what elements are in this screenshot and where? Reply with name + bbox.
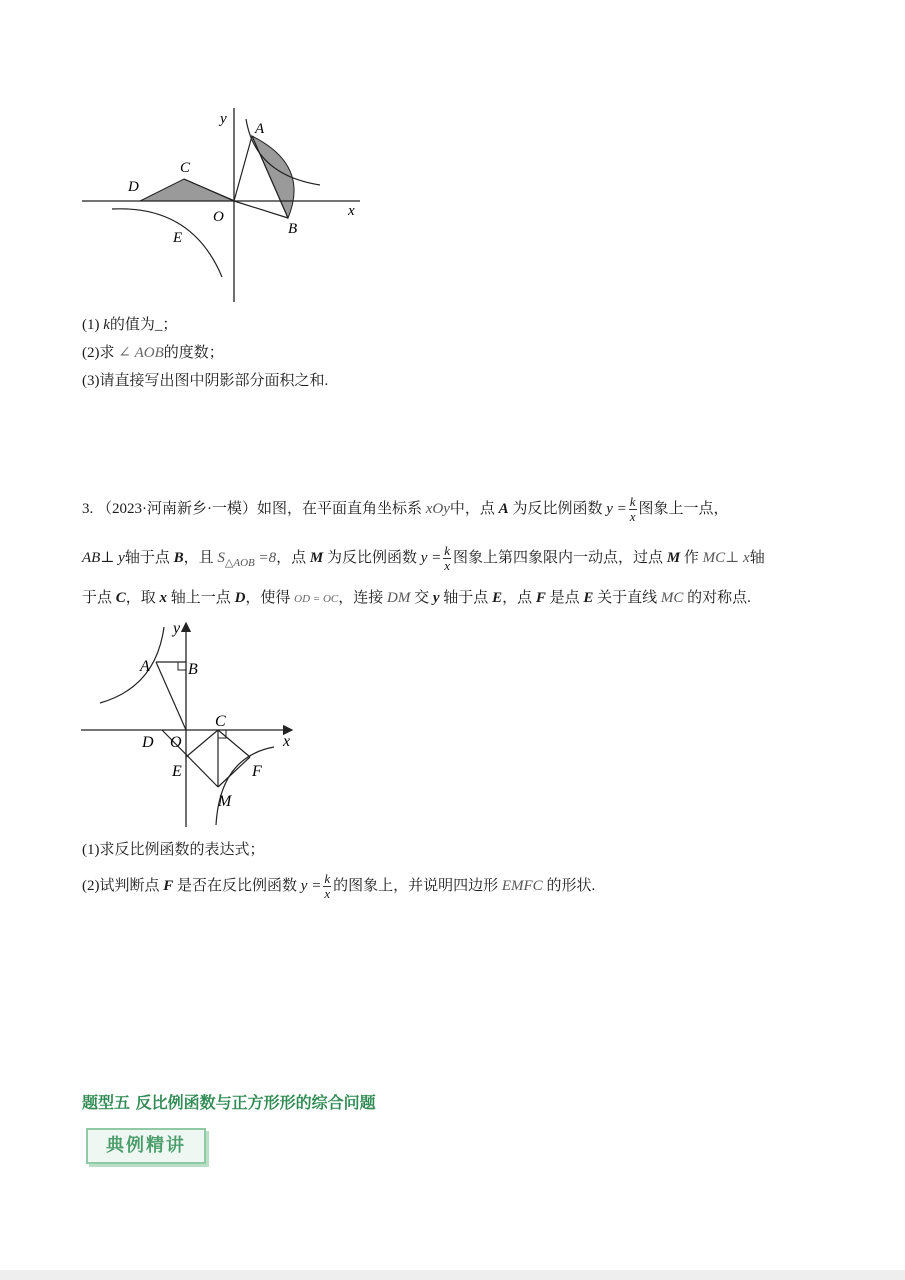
hyperbola-q3 xyxy=(112,209,222,277)
segment-ec xyxy=(186,730,218,757)
right-angle-b xyxy=(178,662,186,670)
label-y: y xyxy=(173,620,181,637)
figure-2-diagram xyxy=(78,615,300,830)
section-title: 题型五 反比例函数与正方形形的综合问题 xyxy=(82,1093,376,1112)
label-D: D xyxy=(128,179,139,195)
fraction-k-over-x: $\frac{k}{x}$ xyxy=(629,494,636,525)
hyperbola-q2 xyxy=(100,627,164,703)
label-y: y xyxy=(220,111,227,127)
label-F: F xyxy=(252,763,262,780)
label-C: C xyxy=(180,160,191,176)
label-x: x xyxy=(283,733,291,750)
q3-line2: AB⊥ y轴于点 B，且 $S_{\triangle AOB} =8$，点 M 为反比例函数 y = $\frac{k}{x}$ 图象上第四象限内一动点，过点 M 作 MC⊥ x轴 xyxy=(82,543,765,574)
example-badge: 典例精讲 xyxy=(86,1128,206,1164)
q3-line1: 3. （2023·河南新乡·一模）如图，在平面直角坐标系 xOy中，点 A 为反比例函数 y = $\frac{k}{x}$ 图象上一点， xyxy=(82,494,729,525)
segment-fm xyxy=(218,757,250,787)
q3-sub2: (2)试判断点 F 是否在反比例函数 y = $\frac{k}{x}$ 的图象上，并说明四边形 EMFC 的形状. xyxy=(82,871,596,902)
fraction-k-over-x: $\frac{k}{x}$ xyxy=(324,871,331,902)
segment-ao xyxy=(156,662,186,730)
label-A: A xyxy=(255,121,265,137)
label-A: A xyxy=(140,658,150,675)
figure-1-diagram xyxy=(80,105,370,305)
q2-sub2: (2)求 ∠ AOB的度数； xyxy=(82,345,224,361)
fraction-k-over-x: $\frac{k}{x}$ xyxy=(444,543,451,574)
shaded-region-ab xyxy=(252,136,294,218)
shaded-triangle-dco xyxy=(140,179,235,201)
label-C: C xyxy=(215,713,226,730)
label-x: x xyxy=(348,203,355,219)
segment-cf xyxy=(218,730,250,757)
segment-oa xyxy=(234,136,252,201)
q3-sub1: (1)求反比例函数的表达式； xyxy=(82,842,265,858)
label-O: O xyxy=(170,734,182,751)
label-B: B xyxy=(188,661,198,678)
q2-sub3: (3)请直接写出图中阴影部分面积之和. xyxy=(82,373,329,389)
footer-bar xyxy=(0,1270,905,1280)
label-E: E xyxy=(172,763,182,780)
label-E: E xyxy=(173,230,183,246)
segment-ob xyxy=(234,201,288,218)
q3-line3: 于点 C，取 x 轴上一点 D，使得 OD = OC，连接 DM 交 y 轴于点 E，点 F 是点 E 关于直线 MC 的对称点. xyxy=(82,590,751,606)
label-D: D xyxy=(142,734,154,751)
label-M: M xyxy=(218,793,232,810)
hyperbola-q4 xyxy=(216,747,274,825)
label-O: O xyxy=(213,209,224,225)
q2-sub1: (1) k的值为_； xyxy=(82,317,178,333)
label-B: B xyxy=(288,221,298,237)
